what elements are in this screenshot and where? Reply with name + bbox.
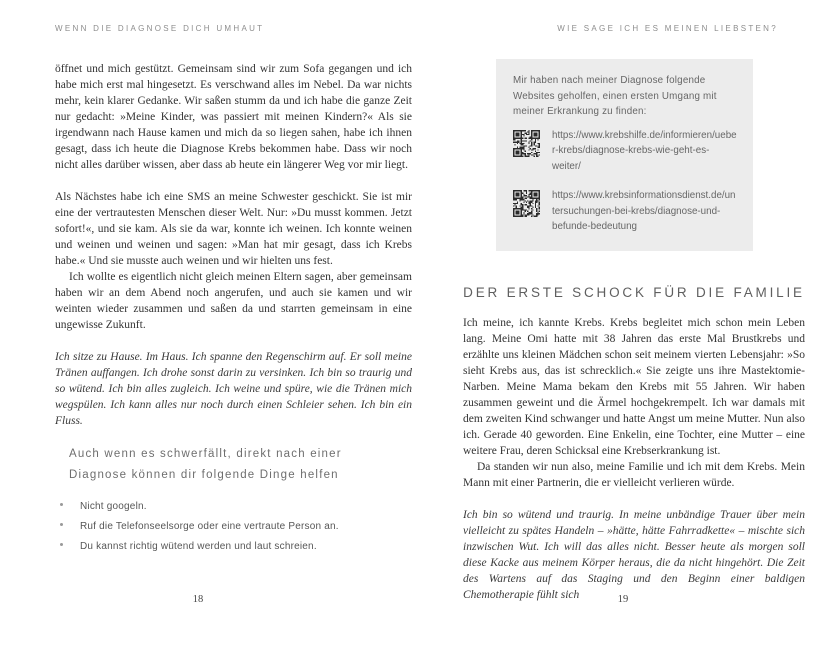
link-row <box>513 128 738 175</box>
website-link[interactable]: https://www.krebshilfe.de/informieren/ueber-krebs/diagnose-krebs-wie-geht-es-weiter/ <box>552 129 737 172</box>
running-head-right: WIE SAGE ICH ES MEINEN LIEBSTEN? <box>557 24 778 33</box>
tips-heading <box>69 444 412 486</box>
qr-code-icon <box>513 190 540 217</box>
running-head-left: WENN DIE DIAGNOSE DICH UMHAUT <box>55 24 265 33</box>
page-number-left: 18 <box>192 594 204 605</box>
tips-heading-line-1: Auch wenn es schwerfällt, direkt nach einer <box>69 448 342 460</box>
list-item <box>60 517 412 537</box>
paragraph: Da standen wir nun also, meine Familie und ich mit dem Krebs. Mein Mann mit einer Partnerin, die er vielleicht verlieren würde. <box>463 460 805 489</box>
website-link[interactable]: https://www.krebsinformationsdienst.de/untersuchungen-bei-krebs/diagnose-und-befunde-bedeutung <box>552 190 736 232</box>
link-row <box>513 188 738 235</box>
paragraph: Ich meine, ich kannte Krebs. Krebs begleitet mich schon mein Leben lang. Meine Omi hatte mit 38 Jahren das erste Mal Brustkrebs und erzählte uns kleinen Mädchen schon seit meinem vierten Lebensjahr: »So sieht Krebs aus, das ist schrecklich.« Sie zeigte uns ihre Mastektomie-Narben. Meine Mama bekam den Krebs mit 55 Jahren. Wir haben zusammen geweint und die Ärmel hochgekrempelt. Ich war damals mit dem zweiten Kind schwanger und hatte Angst um meine Mutter. Nun also ich. Gerade 40 geworden. Eine Enkelin, eine Tochter, eine Mutter – eine weitere Frau, deren Schicksal eine Krebserkrankung ist. <box>463 316 805 457</box>
paragraph: Als Nächstes habe ich eine SMS an meine Schwester geschickt. Sie ist mir eine der vertrautesten Menschen dieser Welt. Nur: »Du musst kommen. Jetzt sofort!«, und sie kam. Als sie da war, konnte ich weinen. Ich konnte weinen und weinen und weinen und sagen: »Man hat mir gesagt, dass ich Krebs habe.« Und sie musste auch weinen und wir hielten uns fest. <box>55 191 412 267</box>
section-heading: DER ERSTE SCHOCK FÜR DIE FAMILIE <box>463 284 805 300</box>
page-right <box>417 0 833 648</box>
websites-info-box <box>496 59 753 251</box>
paragraph: Ich wollte es eigentlich nicht gleich meinen Eltern sagen, aber gemeinsam haben wir an dem Abend noch angerufen, und auch sie kamen und wir weinten wieder zusammen und saßen da und starrten gemeinsam in eine ungewisse Zukunft. <box>55 271 412 331</box>
tips-heading-line-2: Diagnose können dir folgende Dinge helfen <box>69 469 339 481</box>
list-item <box>60 537 412 557</box>
left-body-text <box>55 61 412 429</box>
page-number-right: 19 <box>617 594 629 605</box>
paragraph: öffnet und mich gestützt. Gemeinsam sind wir zum Sofa gegangen und ich habe mich erst mal hingesetzt. Es verschwand alles im Nebel. Da war nichts mehr, kein klarer Gedanke. Wir saßen stumm da und ich habe die ganze Zeit nur gedacht: »Meine Kinder, was passiert mit meinen Kindern?« Als sie irgendwann nach Hause kamen und mich da so liegen sahen, habe ich ihnen gesagt, dass ich heute die Diagnose Krebs bekommen habe. Dass wir noch nicht alles darüber wissen, aber dass ab heute ein längerer Weg vor mir liegt. <box>55 63 412 171</box>
tips-list <box>60 497 412 557</box>
tip-text: Nicht googeln. <box>80 501 147 512</box>
bullet-dot-icon <box>60 523 63 526</box>
info-box-intro: Mir haben nach meiner Diagnose folgende Websites geholfen, einen ersten Umgang mit meiner Erkrankung zu finden: <box>513 75 717 117</box>
bullet-dot-icon <box>60 543 63 546</box>
tip-text: Ruf die Telefonseelsorge oder eine vertraute Person an. <box>80 521 339 532</box>
italic-paragraph: Ich bin so wütend und traurig. In meine unbändige Trauer über mein vielleicht zu spätes Handeln – »hätte, hätte Fahrradkette« – mischte sich inzwischen Wut. Ich will das alles nicht. Besser heute als morgen soll diese Kacke aus meinem Körper heraus, die da nicht hingehört. Die Zeit des Wartens auf das Staging und den Beginn einer baldigen Chemotherapie fühlt sich <box>463 508 805 601</box>
bullet-dot-icon <box>60 503 63 506</box>
qr-code-icon <box>513 130 540 157</box>
italic-paragraph: Ich sitze zu Hause. Im Haus. Ich spanne den Regenschirm auf. Er soll meine Tränen auffangen. Ich drohe sonst darin zu versinken. Ich bin so traurig und so wütend. Ich bin alles zugleich. Ich weine und spüre, wie die Tränen mich wegspülen. Ich kann alles nur noch durch einen Schleier sehen. Ich bin ein Fluss. <box>55 351 412 427</box>
tip-text: Du kannst richtig wütend werden und laut schreien. <box>80 541 317 552</box>
right-body-text <box>463 315 805 603</box>
list-item <box>60 497 412 517</box>
